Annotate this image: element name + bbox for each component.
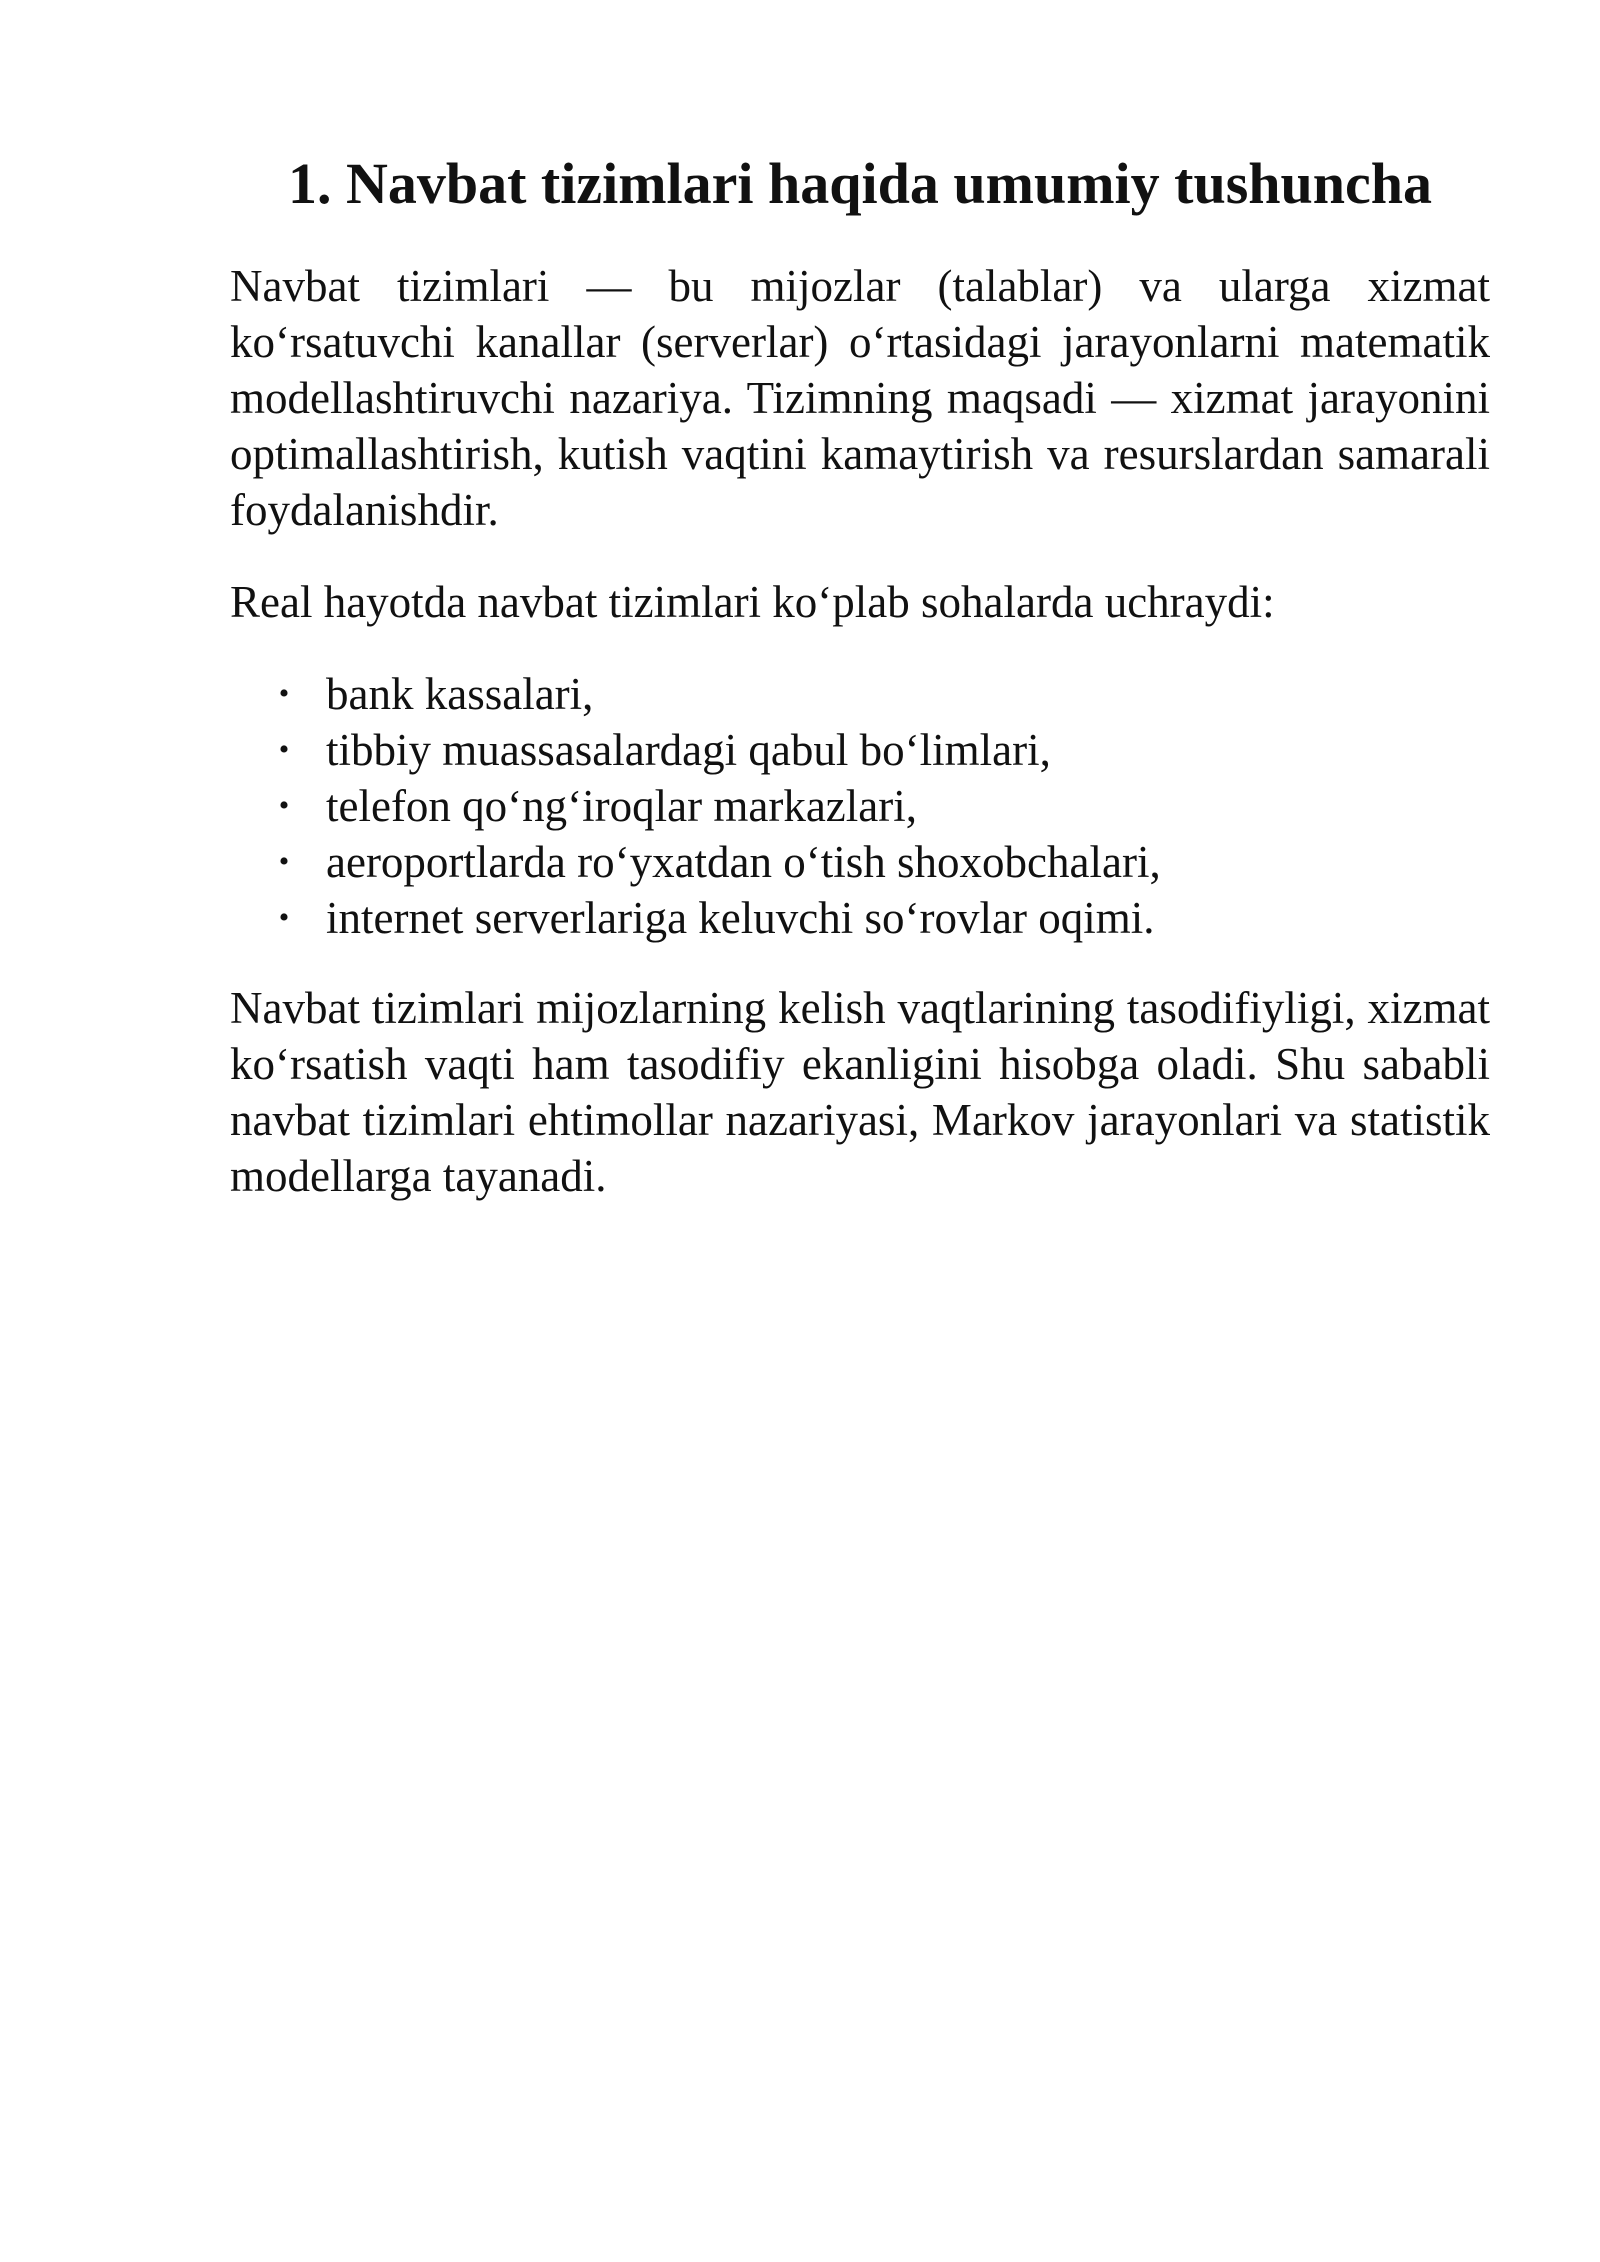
list-item — [230, 722, 1490, 778]
conclusion-paragraph: Navbat tizimlari mijozlarning kelish vaqtlarining tasodifiyligi, xizmat ko‘rsatish vaqti ham tasodifiy ekanligini hisobga oladi. Shu sababli navbat tizimlari ehtimollar nazariyasi, Markov jarayonlari va statistik modellarga tayanadi. — [230, 983, 1490, 1201]
bullet-icon: • — [278, 733, 290, 766]
list-intro-paragraph: Real hayotda navbat tizimlari ko‘plab sohalarda uchraydi: — [230, 577, 1275, 627]
bullet-icon: • — [278, 845, 290, 878]
list-item — [230, 666, 1490, 722]
list-item — [230, 890, 1490, 946]
list-item-text: bank kassalari, — [326, 669, 594, 719]
section-title: 1. Navbat tizimlari haqida umumiy tushuncha — [287, 151, 1433, 216]
bullet-icon: • — [278, 789, 290, 822]
bullet-icon: • — [278, 677, 290, 710]
intro-paragraph: Navbat tizimlari — bu mijozlar (talablar) va ularga xizmat ko‘rsatuvchi kanallar (serverlar) o‘rtasidagi jarayonlarni matematik modellashtiruvchi nazariya. Tizimning maqsadi — xizmat jarayonini optimallashtirish, kutish vaqtini kamaytirish va resurslardan samarali foydalanishdir. — [230, 261, 1490, 535]
list-item-text: telefon qo‘ng‘iroqlar markazlari, — [326, 781, 917, 831]
list-item — [230, 778, 1490, 834]
list-item-text: aeroportlarda ro‘yxatdan o‘tish shoxobchalari, — [326, 837, 1161, 887]
document-page — [230, 150, 1490, 1240]
list-item — [230, 834, 1490, 890]
examples-list — [230, 666, 1490, 946]
list-item-text: tibbiy muassasalardagi qabul bo‘limlari, — [326, 725, 1051, 775]
bullet-icon: • — [278, 901, 290, 934]
list-item-text: internet serverlariga keluvchi so‘rovlar oqimi. — [326, 893, 1155, 943]
